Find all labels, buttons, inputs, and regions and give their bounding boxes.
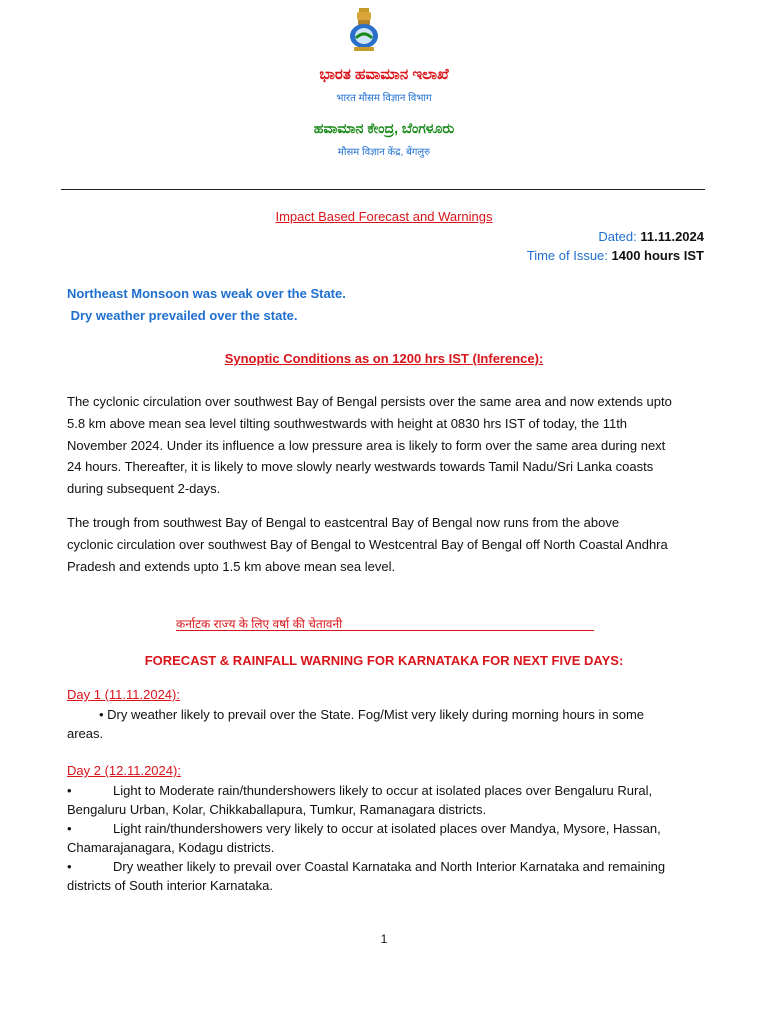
imd-emblem-icon	[346, 8, 382, 52]
day-2-bullet-3	[67, 857, 704, 895]
bullet-icon: •	[67, 783, 72, 798]
dated-value: 11.11.2024	[640, 229, 704, 244]
day-2-label: Day 2 (12.11.2024):	[67, 763, 181, 778]
centre-name-kannada: ಹವಾಮಾನ ಕೇಂದ್ರ, ಬೆಂಗಳೂರು	[313, 120, 455, 136]
text-line: cyclonic circulation over southwest Bay of Bengal to Westcentral Bay of Bengal off North Coastal Andhra	[67, 536, 668, 552]
text-line: 24 hours. Thereafter, it is likely to move slowly nearly westwards towards Tamil Nadu/Sri Lanka coasts	[67, 459, 654, 475]
text-line: 5.8 km above mean sea level tilting southwestwards with height at 0830 hrs IST of today, the 11th	[67, 415, 628, 431]
text-line: November 2024. Under its influence a low pressure area is likely to form over the same area during next	[67, 437, 666, 453]
org-name-hindi: भारत मौसम विज्ञान विभाग	[336, 93, 432, 104]
summary-line-1: Northeast Monsoon was weak over the State.	[67, 286, 346, 301]
bullet-text: Chamarajanagara, Kodagu districts.	[67, 840, 275, 855]
day-1-label: Day 1 (11.11.2024):	[67, 687, 180, 702]
forecast-heading: FORECAST & RAINFALL WARNING FOR KARNATAKA FOR NEXT FIVE DAYS:	[144, 653, 624, 668]
issue-time-line	[527, 248, 704, 263]
bullet-text: areas.	[67, 726, 104, 741]
day-2-bullet-1	[67, 781, 704, 819]
text-line: during subsequent 2-days.	[67, 481, 221, 497]
dated-label: Dated:	[598, 229, 637, 244]
bullet-text: Dry weather likely to prevail over Coastal Karnataka and North Interior Karnataka and remaining	[113, 859, 666, 874]
synoptic-heading: Synoptic Conditions as on 1200 hrs IST (Inference):	[224, 351, 544, 366]
bullet-text: Light rain/thundershowers very likely to occur at isolated places over Mandya, Mysore, Hassan,	[113, 821, 661, 836]
issue-time-label: Time of Issue:	[526, 248, 608, 263]
dated-line	[598, 229, 704, 244]
bullet-text: Light to Moderate rain/thundershowers likely to occur at isolated places over Bengaluru Rural,	[113, 783, 653, 798]
org-name-kannada: ಭಾರತ ಹವಾಮಾನ ಇಲಾಖೆ	[319, 66, 449, 83]
bullet-icon: •	[67, 859, 72, 874]
synoptic-paragraph-2	[67, 512, 704, 577]
day-1-bullet	[67, 705, 704, 743]
bullet-text: Bengaluru Urban, Kolar, Chikkaballapura, Tumkur, Ramanagara districts.	[67, 802, 487, 817]
text-line: The trough from southwest Bay of Bengal to eastcentral Bay of Bengal now runs from the above	[67, 515, 620, 530]
bullet-text: Dry weather likely to prevail over the State. Fog/Mist very likely during morning hours in some	[107, 707, 644, 722]
bullet-icon: •	[99, 707, 108, 722]
page-number: 1	[380, 932, 388, 946]
bullet-icon: •	[67, 821, 72, 836]
synoptic-paragraph-1	[67, 391, 704, 500]
report-title: Impact Based Forecast and Warnings	[275, 209, 493, 224]
text-line: The cyclonic circulation over southwest Bay of Bengal persists over the same area and now extends upto	[67, 394, 672, 409]
bullet-text: districts of South interior Karnataka.	[67, 878, 273, 893]
centre-name-hindi: मौसम विज्ञान केंद्र, बेंगलुरु	[337, 147, 431, 158]
hindi-heading-underline	[176, 630, 594, 631]
text-line: Pradesh and extends upto 1.5 km above mean sea level.	[67, 558, 396, 574]
header-divider	[61, 189, 705, 190]
summary-line-2: Dry weather prevailed over the state.	[67, 308, 298, 323]
rainfall-warning-hindi-heading: कर्नाटक राज्य के लिए वर्षा की चेतावनी	[176, 617, 343, 631]
day-2-bullet-2	[67, 819, 704, 857]
issue-time-value: 1400 hours IST	[611, 248, 704, 263]
